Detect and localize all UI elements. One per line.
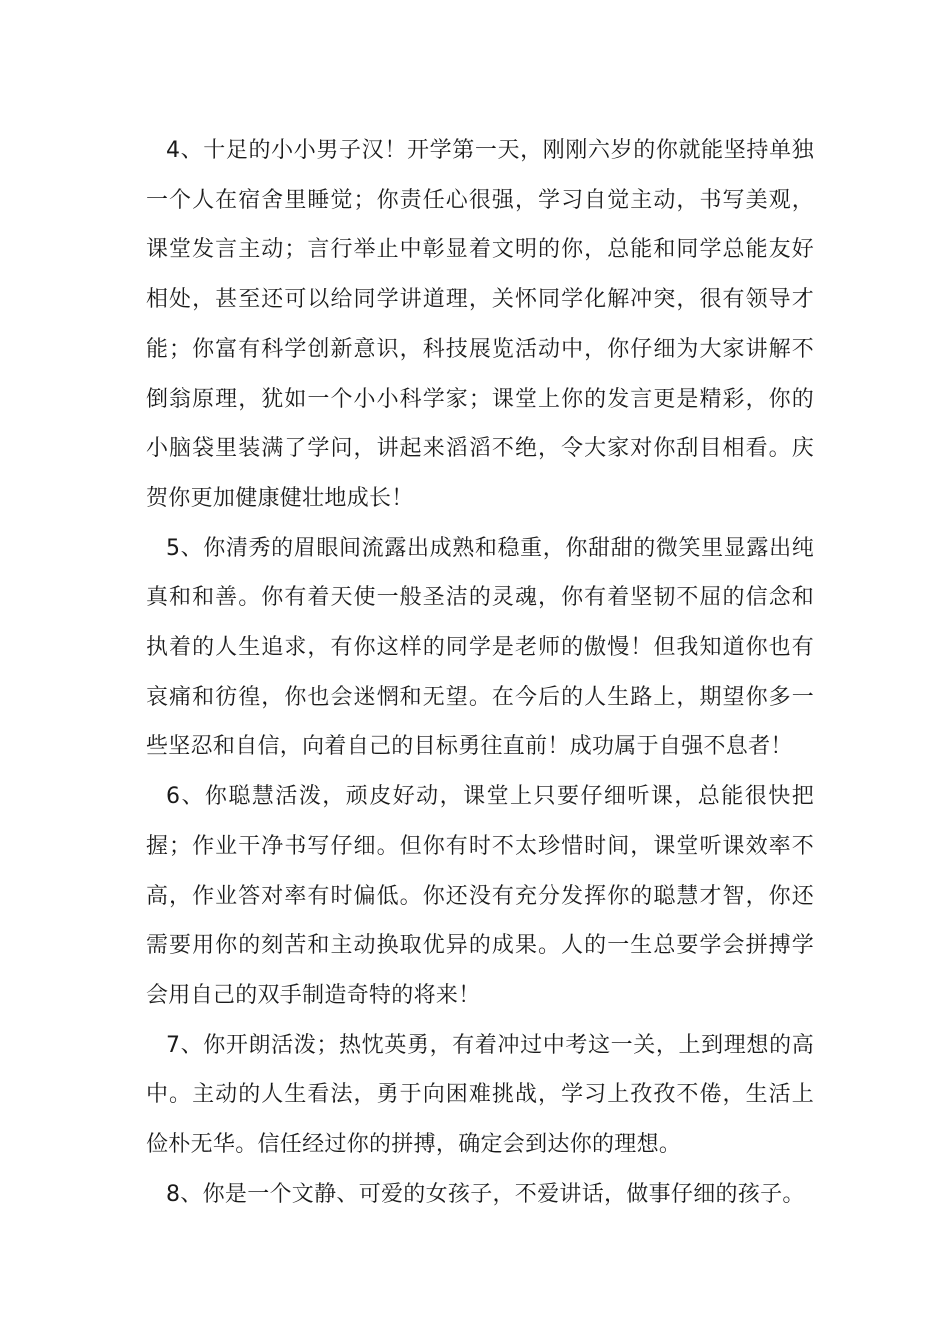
paragraph-comment-5: 5、你清秀的眉眼间流露出成熟和稳重，你甜甜的微笑里显露出纯真和和善。你有着天使一般圣洁的灵魂，你有着坚韧不屈的信念和执着的人生追求，有你这样的同学是老师的傲慢！但我知道你也有哀痛和彷徨，你也会迷惘和无望。在今后的人生路上，期望你多一些坚忍和自信，向着自己的目标勇往直前！成功属于自强不息者！ (146, 535, 814, 760)
document-body (146, 126, 814, 1219)
paragraph-comment-8: 8、你是一个文静、可爱的女孩子，不爱讲话，做事仔细的孩子。 (166, 1181, 805, 1207)
paragraph-comment-6: 6、你聪慧活泼，顽皮好动，课堂上只要仔细听课，总能很快把握；作业干净书写仔细。但你有时不太珍惜时间，课堂听课效率不高，作业答对率有时偏低。你还没有充分发挥你的聪慧才智，你还需要用你的刻苦和主动换取优异的成果。人的一生总要学会拼搏学会用自己的双手制造奇特的将来！ (146, 784, 814, 1008)
paragraph-comment-4: 4、十足的小小男子汉！开学第一天，刚刚六岁的你就能坚持单独一个人在宿舍里睡觉；你责任心很强，学习自觉主动，书写美观，课堂发言主动；言行举止中彰显着文明的你，总能和同学总能友好相处，甚至还可以给同学讲道理，关怀同学化解冲突，很有领导才能；你富有科学创新意识，科技展览活动中，你仔细为大家讲解不倒翁原理，犹如一个小小科学家；课堂上你的发言更是精彩，你的小脑袋里装满了学问，讲起来滔滔不绝，令大家对你刮目相看。庆贺你更加健康健壮地成长！ (146, 138, 814, 511)
paragraph-comment-7: 7、你开朗活泼；热忱英勇，有着冲过中考这一关，上到理想的高中。主动的人生看法，勇于向困难挑战，学习上孜孜不倦，生活上俭朴无华。信任经过你的拼搏，确定会到达你的理想。 (146, 1032, 814, 1158)
